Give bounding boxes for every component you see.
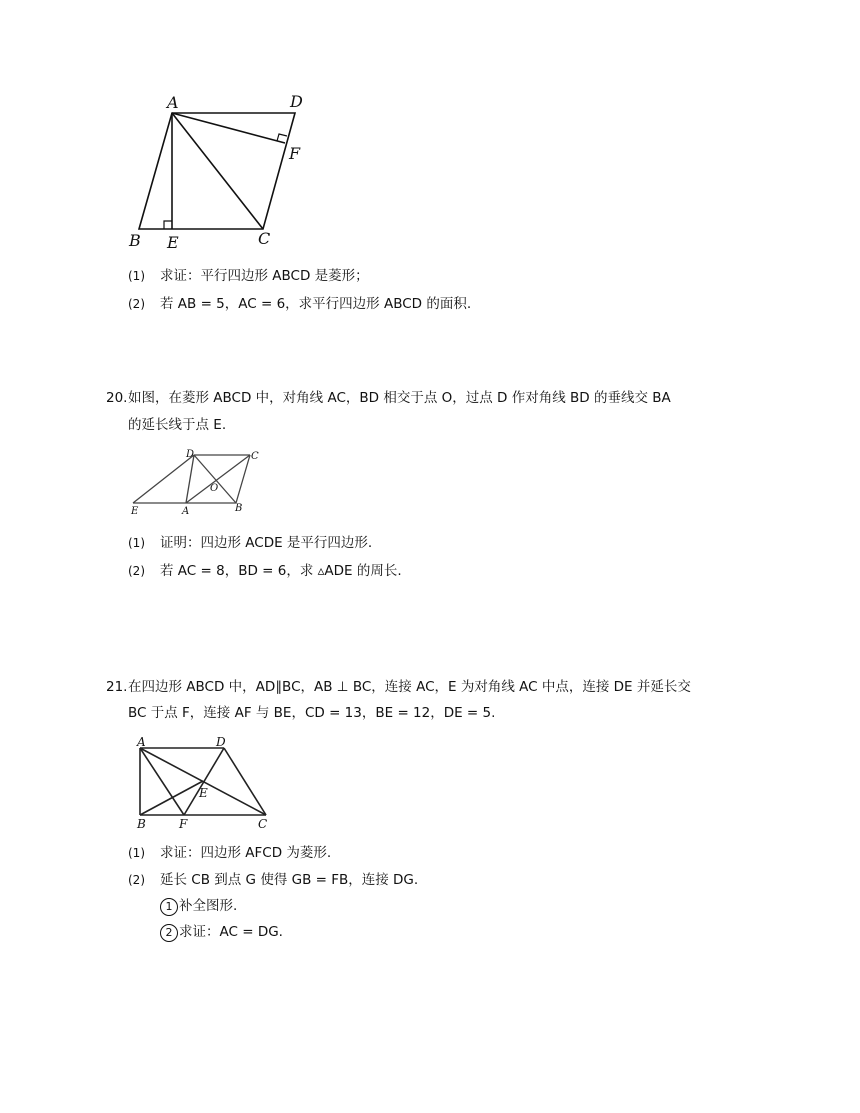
q19-figure (125, 88, 325, 252)
q21-line-AF (140, 748, 184, 815)
q20-stem-line1: 如图，在菱形 ABCD 中，对角线 AC，BD 相交于点 O，过点 D 作对角线 BD 的垂线交 BA (128, 390, 671, 406)
q19-label-F: F (289, 144, 301, 163)
q21-part2-number: (2) (128, 873, 145, 887)
q21-label-B: B (137, 817, 146, 831)
q20-label-D: D (186, 449, 195, 460)
q19-right-angle-E (164, 221, 172, 229)
q21-line-DF (184, 748, 224, 815)
q20-label-C: C (251, 451, 259, 462)
q21-number: 21. (106, 679, 128, 695)
q20-line-AD (186, 455, 194, 503)
q20-figure (128, 448, 268, 523)
q21-figure (128, 733, 278, 833)
q21-stem-line1: 在四边形 ABCD 中，AD∥BC，AB ⊥ BC，连接 AC，E 为对角线 AC 中点，连接 DE 并延长交 (128, 679, 691, 695)
q20-part1-text: 证明：四边形 ACDE 是平行四边形. (160, 535, 373, 551)
q21-subpart2-mark: 2 (160, 924, 178, 942)
q21-label-C: C (258, 817, 268, 831)
q19-line-AC (172, 113, 263, 229)
q20-part2-text: 若 AC = 8，BD = 6，求 ▵ADE 的周长. (160, 563, 402, 579)
q19-line-AF (172, 113, 285, 143)
q19-label-C: C (258, 229, 271, 248)
q21-label-D: D (216, 735, 226, 749)
q21-line-DC (224, 748, 266, 815)
q19-part2-text: 若 AB = 5，AC = 6，求平行四边形 ABCD 的面积. (160, 296, 472, 312)
q20-label-O: O (210, 483, 219, 494)
q21-label-F: F (179, 817, 188, 831)
q20-line-AC (186, 455, 250, 503)
q21-subpart2 (160, 922, 283, 942)
q20-line-BD (194, 455, 236, 503)
q21-part1-number: (1) (128, 846, 145, 860)
q20-line-ED (133, 455, 194, 503)
q21-subpart2-text: 求证：AC = DG. (179, 924, 283, 940)
q21-label-A: A (137, 735, 146, 749)
q19-part1-number: (1) (128, 269, 145, 283)
q19-label-A: A (167, 93, 179, 112)
q21-part1-text: 求证：四边形 AFCD 为菱形. (160, 845, 332, 861)
q21-part2-text: 延长 CB 到点 G 使得 GB = FB，连接 DG. (160, 872, 419, 888)
q20-number: 20. (106, 390, 128, 406)
q19-label-D: D (290, 92, 303, 111)
q20-line-CB (236, 455, 250, 503)
q19-part1-text: 求证：平行四边形 ABCD 是菱形； (160, 268, 369, 284)
q19-label-E: E (167, 233, 179, 252)
q20-stem-line2: 的延长线于点 E. (128, 417, 227, 433)
q20-label-A: A (182, 506, 190, 517)
q19-label-B: B (129, 231, 141, 250)
q19-right-angle-F (277, 134, 287, 141)
q21-subpart1-text: 补全图形. (179, 898, 238, 914)
q21-subpart1-mark: 1 (160, 898, 178, 916)
q19-part2-number: (2) (128, 297, 145, 311)
q21-label-E: E (199, 786, 208, 800)
q20-label-B: B (235, 503, 243, 514)
q21-stem-line2: BC 于点 F，连接 AF 与 BE，CD = 13，BE = 12，DE = 5. (128, 705, 496, 721)
q21-subpart1 (160, 896, 237, 916)
q20-part1-number: (1) (128, 536, 145, 550)
q20-part2-number: (2) (128, 564, 145, 578)
q20-label-E: E (131, 506, 139, 517)
